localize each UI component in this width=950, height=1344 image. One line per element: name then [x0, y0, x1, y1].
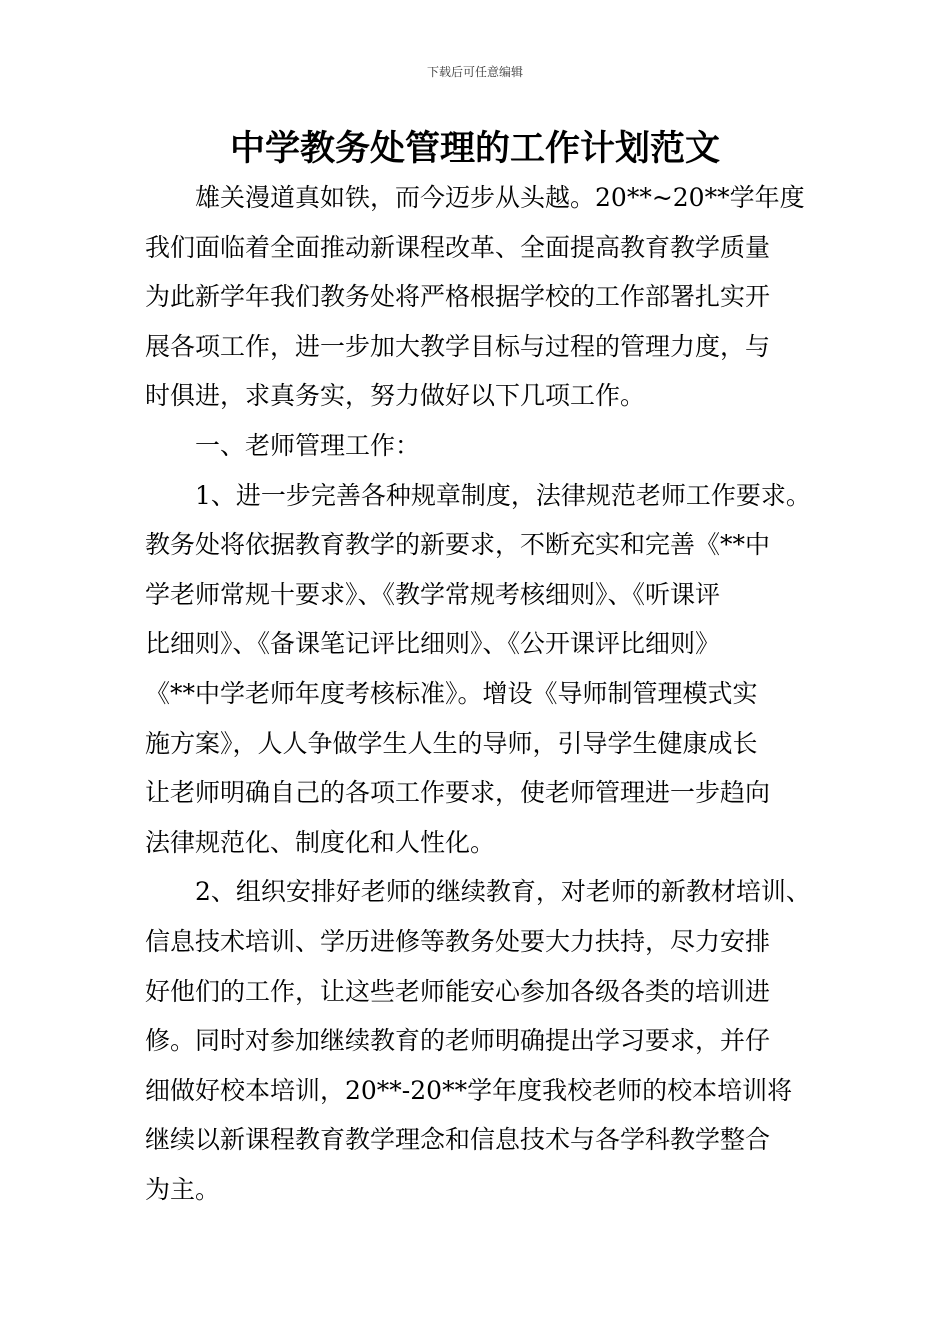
- text-line: 法律规范化、制度化和人性化。: [145, 827, 496, 857]
- text-line: 信息技术培训、学历进修等教务处要大力扶持，尽力安排: [145, 926, 771, 956]
- paragraph-item-2: [145, 867, 815, 1214]
- paragraph-item-1: [145, 471, 815, 868]
- text-line: 1、进一步完善各种规章制度，法律规范老师工作要求。: [195, 480, 811, 510]
- document-body: [145, 173, 815, 1214]
- text-line: 继续以新课程教育教学理念和信息技术与各学科教学整合: [145, 1125, 771, 1155]
- text-line: 教务处将依据教育教学的新要求，不断充实和完善《**中: [145, 530, 771, 560]
- section-heading: [145, 421, 815, 471]
- text-line: 细做好校本培训，20**-20**学年度我校老师的校本培训将: [145, 1075, 793, 1105]
- text-line: 2、组织安排好老师的继续教育，对老师的新教材培训、: [195, 877, 811, 907]
- text-line: 比细则》、《备课笔记评比细则》、《公开课评比细则》: [145, 629, 721, 659]
- text-line: 展各项工作，进一步加大教学目标与过程的管理力度，与: [145, 331, 771, 361]
- header-note: 下载后可任意编辑: [426, 65, 523, 79]
- text-line: 时俱进，求真务实，努力做好以下几项工作。: [145, 381, 646, 411]
- text-line: 我们面临着全面推动新课程改革、全面提高教育教学质量: [145, 232, 771, 262]
- text-line: 为此新学年我们教务处将严格根据学校的工作部署扎实开: [145, 282, 771, 312]
- text-line: 让老师明确自己的各项工作要求，使老师管理进一步趋向: [145, 778, 771, 808]
- text-line: 学老师常规十要求》、《教学常规考核细则》、《听课评: [145, 579, 721, 609]
- text-line: 修。同时对参加继续教育的老师明确提出学习要求，并仔: [145, 1026, 771, 1056]
- text-line: 好他们的工作，让这些老师能安心参加各级各类的培训进: [145, 976, 771, 1006]
- text-line: 施方案》，人人争做学生人生的导师，引导学生健康成长: [145, 728, 758, 758]
- text-line: 一、老师管理工作：: [195, 430, 421, 460]
- text-line: 《**中学老师年度考核标准》。增设《导师制管理模式实: [145, 678, 758, 708]
- text-line: 雄关漫道真如铁，而今迈步从头越。20**~20**学年度: [195, 183, 805, 212]
- document-title: 中学教务处管理的工作计划范文: [229, 129, 720, 169]
- paragraph-intro: [145, 173, 815, 421]
- text-line: 为主。: [145, 1174, 221, 1204]
